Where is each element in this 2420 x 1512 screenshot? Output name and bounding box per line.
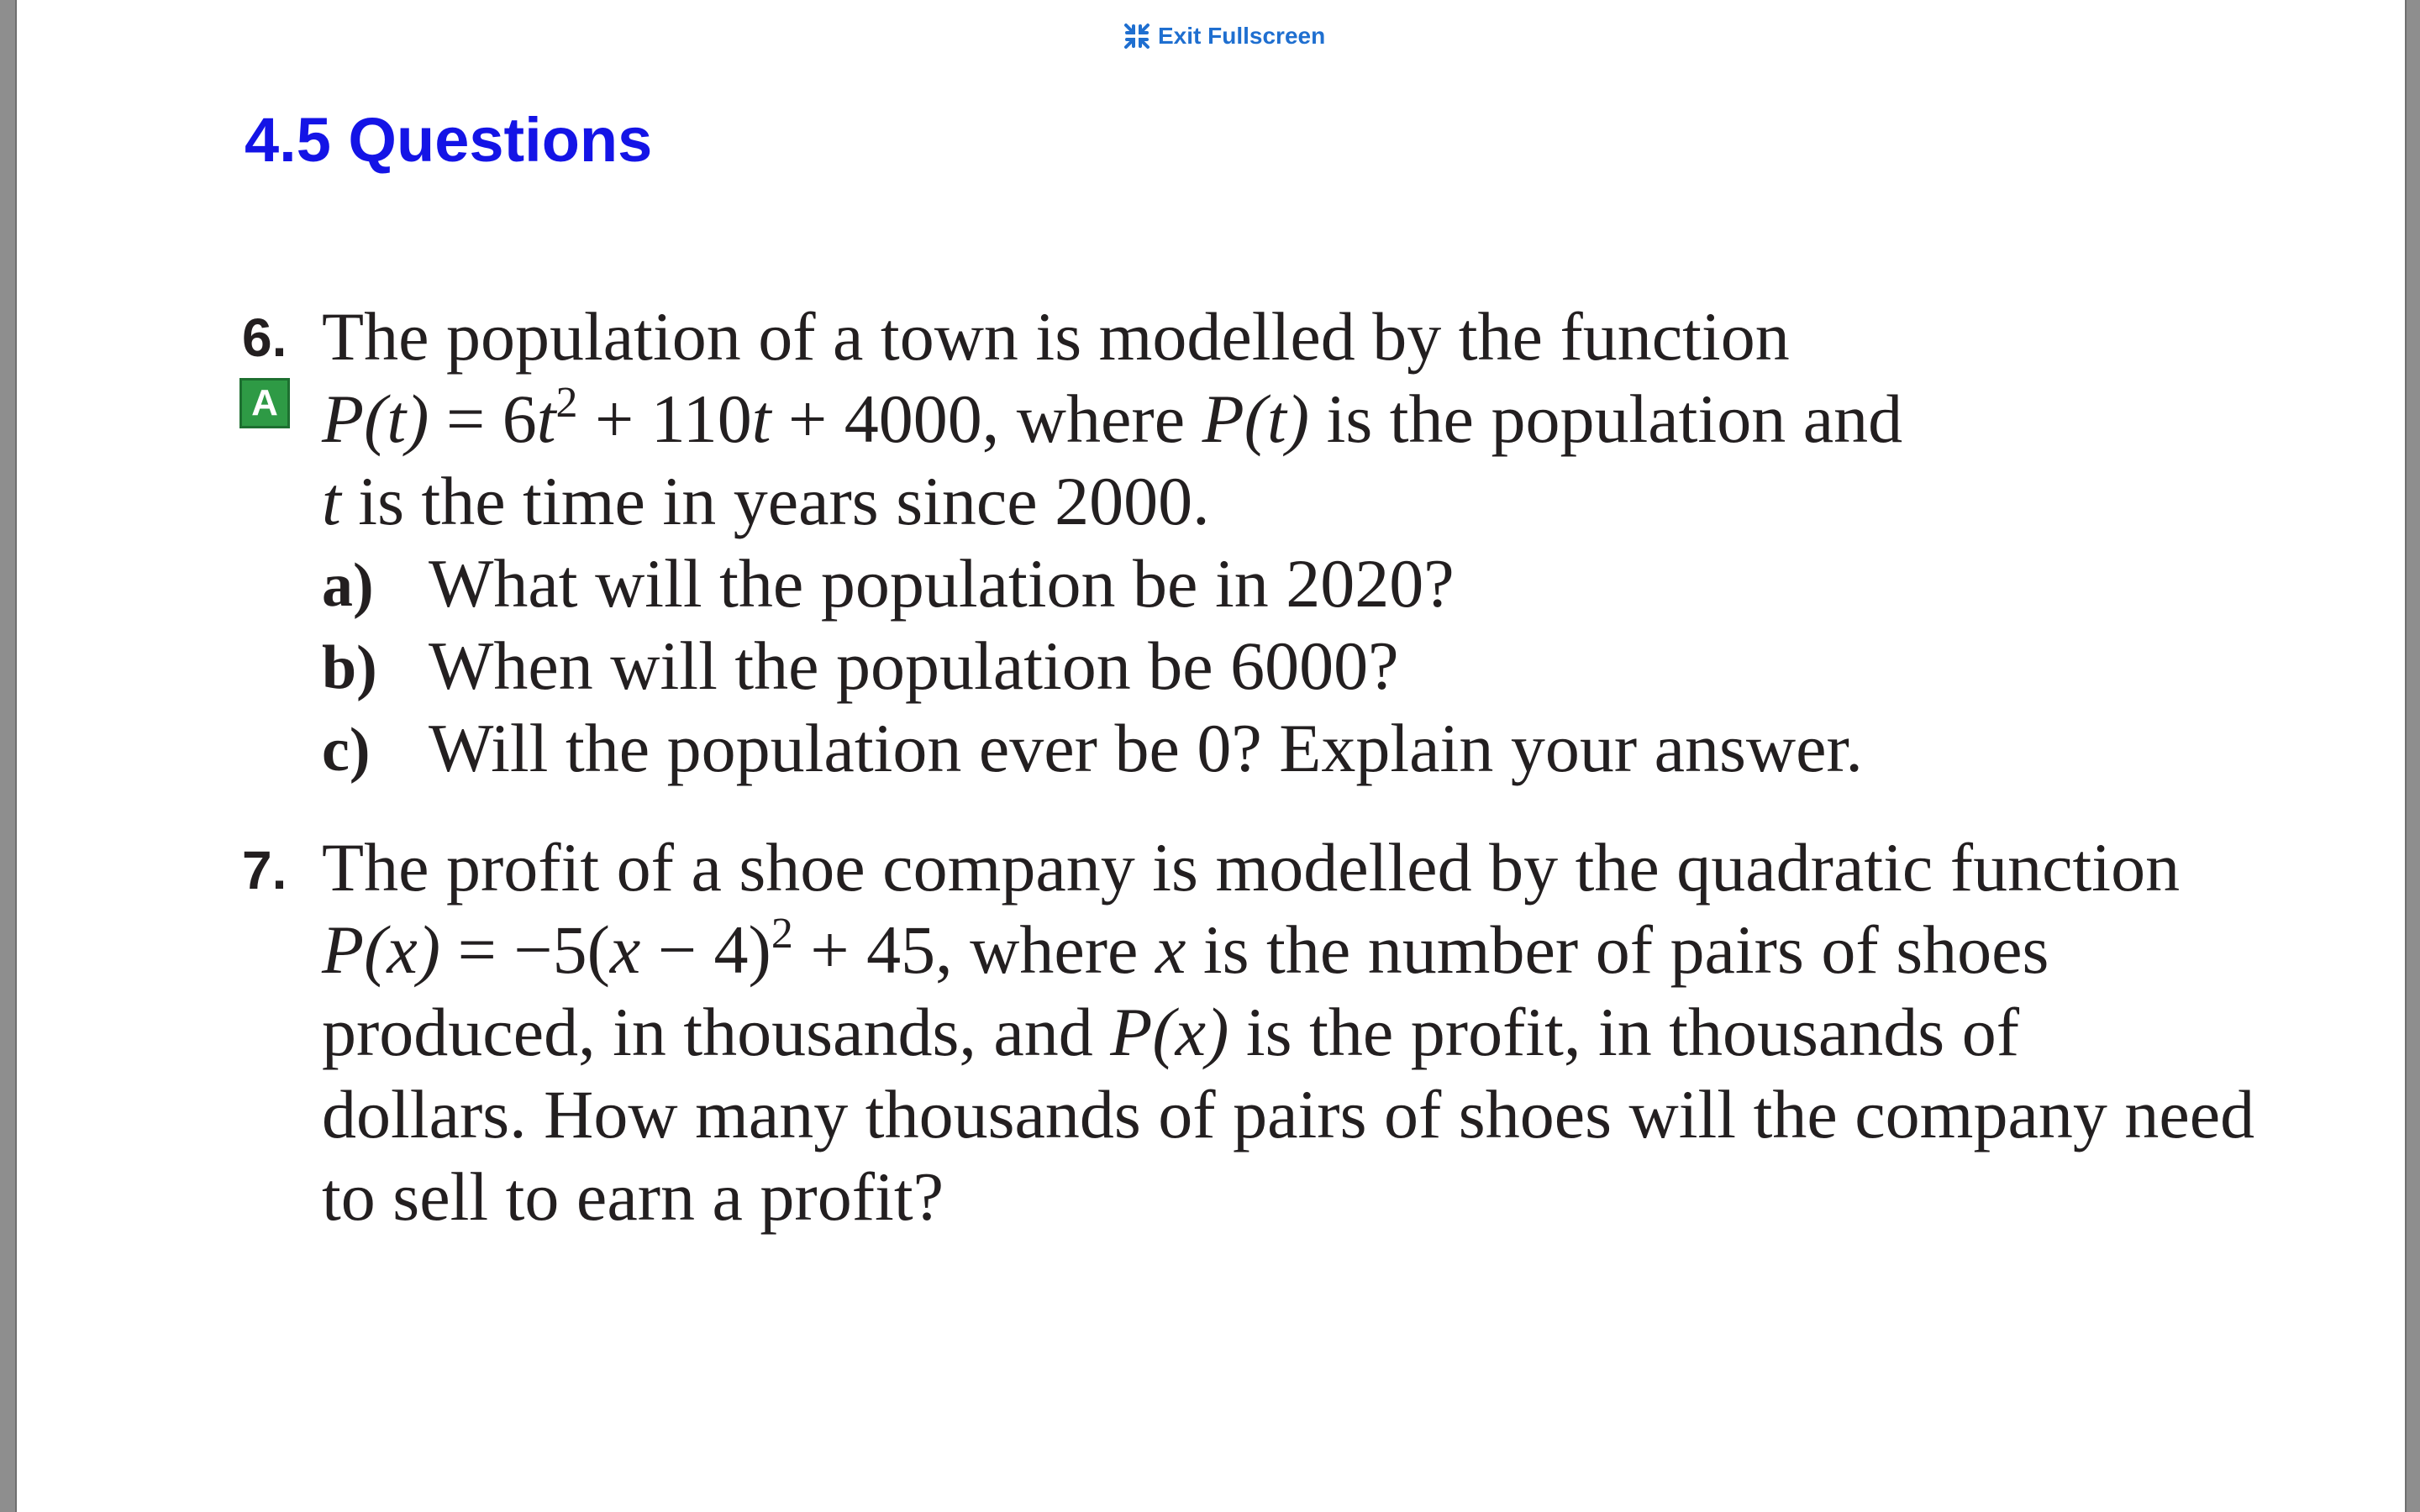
part-label: c) <box>322 716 371 785</box>
part-text: What will the population be in 2020? <box>429 545 1455 622</box>
question-stem-line: to sell to earn a profit? <box>322 1158 944 1235</box>
exit-fullscreen-button[interactable] <box>1123 15 1325 57</box>
difficulty-badge: A <box>239 378 290 428</box>
question-number: 7. <box>242 840 287 900</box>
part-label: a) <box>322 551 374 620</box>
question-stem-line: produced, in thousands, and P(x) is the profit, in thousands of <box>322 994 2020 1070</box>
exit-fullscreen-icon <box>1123 22 1151 50</box>
right-window-edge <box>2405 0 2420 1512</box>
question-stem-line: dollars. How many thousands of pairs of shoes will the company need <box>322 1076 2255 1152</box>
formula-line: $P(x) = -5(x - 4)^2 + 45$, where x is the number of pairs of shoes <box>322 910 2049 988</box>
part-text: Will the population ever be 0? Explain your answer. <box>429 710 1863 786</box>
left-window-edge <box>0 0 17 1512</box>
part-text: When will the population be 6000? <box>429 627 1399 704</box>
formula-line: $P(t) = 6t^2 + 110t + 4000$, where P(t) is the population and <box>322 379 1903 457</box>
question-number: 6. <box>242 307 287 368</box>
exit-fullscreen-label: Exit Fullscreen <box>1158 23 1326 49</box>
part-label: b) <box>322 633 377 702</box>
question-stem-line: The population of a town is modelled by the function <box>322 298 1790 375</box>
question-stem-line: t is the time in years since 2000. <box>322 463 1210 539</box>
question-stem-line: The profit of a shoe company is modelled by the quadratic function <box>322 829 2181 906</box>
page-title: 4.5 Questions <box>245 105 653 175</box>
